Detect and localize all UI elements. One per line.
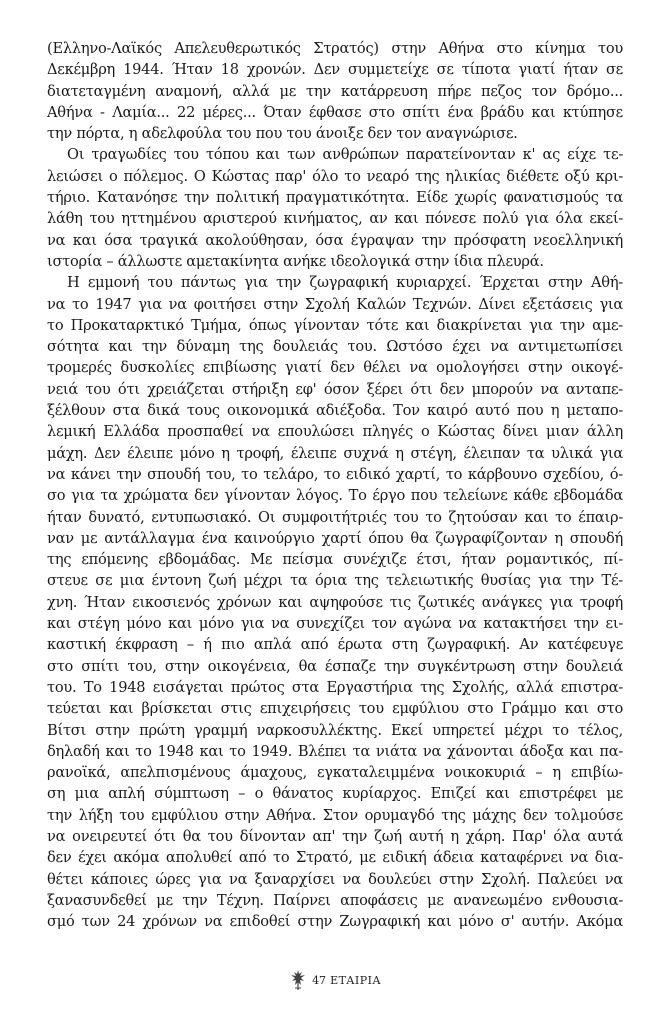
text-line: θέτει κάποιες ώρες για να ξαναρχίσει να δουλεύει στην Σχολή. Παλεύει να bbox=[47, 870, 623, 888]
text-line: Αθήνα - Λαμία... 22 μέρες... Όταν έφθασε στο σπίτι ένα βράδυ και κτύπησε bbox=[47, 103, 623, 121]
text-line: ναν με αντάλλαγμα ένα καινούργιο χαρτί όπου θα ζωγραφίζονταν η σπουδή bbox=[47, 529, 623, 547]
text-line: τήριο. Κατανόησε την πολιτική πραγματικότητα. Είδε χωρίς φανατισμούς τα bbox=[47, 189, 623, 207]
page-footer bbox=[0, 968, 669, 992]
text-line: να και όσα τραγικά ακολούθησαν, όσα έγραψαν την πρόσφατη νεοελληνική bbox=[47, 231, 623, 249]
text-line: νειά του ότι χρειάζεται στήριξη εφ' όσον ξέρει ότι δεν μπορούν να ανταπε- bbox=[47, 380, 623, 398]
text-line: το Προκαταρκτικό Τμήμα, όπως γίνονταν τότε και διακρίνεται για την αμε- bbox=[47, 316, 623, 334]
text-line: καστική έκφραση – ή πιο απλά από έρωτα στη ζωγραφική. Αν κατέφευγε bbox=[47, 636, 623, 654]
text-line: τρομερές δυσκολίες επιβίωσης γιατί δεν θέλει να ομολογήσει στην οικογέ- bbox=[47, 359, 623, 377]
text-line: την πόρτα, η αδελφούλα του που του άνοιξε δεν τον αναγνώρισε. bbox=[47, 125, 518, 143]
text-line: του. Το 1948 εισάγεται πρώτος στα Εργαστήρια της Σχολής, αλλά επιστρα- bbox=[47, 678, 623, 696]
text-line: Η εμμονή του πάντως για την ζωγραφική κυριαρχεί. Έρχεται στην Αθή- bbox=[67, 274, 623, 292]
text-line: τεύεται και βρίσκεται στις επιχειρήσεις του εμφύλιου στο Γράμμο και στο bbox=[47, 700, 623, 718]
text-line: ήταν δυνατό, εντυπωσιακό. Οι συμφοιτήτριές του το ζητούσαν και το έπαιρ- bbox=[47, 508, 623, 526]
text-line: σότητα και την δύναμη της δουλειάς του. Ωστόσο έχει να αντιμετωπίσει bbox=[47, 338, 623, 356]
text-line: Βίτσι στην πρώτη γραμμή ναρκοσυλλέκτης. Εκεί υπηρετεί μέχρι το τέλος, bbox=[47, 721, 623, 739]
publication-name: ΕΤΑΙΡΙΑ bbox=[330, 973, 381, 987]
text-line: χνη. Ήταν εικοσιενός χρόνων και αψηφούσε τις ζωτικές ανάγκες για τροφή bbox=[47, 593, 623, 611]
text-line: δηλαδή και το 1948 και το 1949. Βλέπει τα νιάτα να χάνονται άδοξα και πα- bbox=[47, 742, 623, 760]
text-line: την λήξη του εμφύλιου στην Αθήνα. Στον ορυμαγδό της μάχης δεν τολμούσε bbox=[47, 806, 623, 824]
text-line: ση μια απλή σύμπτωση – ο θάνατος κυρίαρχος. Επιζεί και επιστρέφει με bbox=[47, 785, 623, 803]
body-text bbox=[47, 38, 623, 932]
text-line: και στέγη μόνο και μόνο για να συνεχίζει τον αγώνα να κατακτήσει την ει- bbox=[47, 615, 623, 633]
text-line: ξέλθουν στα δικά τους οικονομικά αδιέξοδα. Τον καιρό αυτό που η μεταπο- bbox=[47, 402, 623, 420]
text-line: διατεταγμένη αναμονή, αλλά με την κατάρρευση πήρε πεζος τον δρόμο... bbox=[47, 82, 623, 100]
text-line: Οι τραγωδίες του τόπου και των ανθρώπων παρατείνονταν κ' ας είχε τε- bbox=[67, 146, 623, 164]
text-line: της επόμενης εβδομάδας. Με πείσμα συνέχιζε έτσι, ήταν ρομαντικός, πί- bbox=[47, 551, 623, 569]
text-line: ξανασυνδεθεί με την Τέχνη. Παίρνει αποφάσεις με ανανεωμένο ενθουσια- bbox=[47, 891, 623, 909]
text-line: λεμική Ελλάδα προσπαθεί να επουλώσει πληγές ο Κώστας δίνει μιαν άλλη bbox=[47, 423, 623, 441]
text-line: μάχη. Δεν έλειπε μόνο η τροφή, έλειπε συχνά η στέγη, έλειπαν τα υλικά για bbox=[47, 444, 623, 462]
ornament-figure-icon bbox=[288, 969, 308, 991]
text-line: σο για τα χρώματα δεν γίνονταν λόγος. Το έργο που τελείωνε κάθε εβδομάδα bbox=[47, 487, 623, 505]
text-line: σμό των 24 χρόνων να επιδοθεί στην Ζωγραφική και μόνο σ' αυτήν. Ακόμα bbox=[47, 913, 623, 931]
text-line: ιστορία – άλλωστε αμετακίνητα ανήκε ιδεολογικά στην ίδια πλευρά. bbox=[47, 252, 544, 270]
text-line: λειώσει ο πόλεμος. Ο Κώστας παρ' όλο το νεαρό της ηλικίας διέθετε οξύ κρι- bbox=[47, 167, 623, 185]
text-line: δεν έχει ακόμα απολυθεί από το Στρατό, με ειδική άδεια καταφέρνει να δια- bbox=[47, 849, 623, 867]
text-line: λάθη του ηττημένου αριστερού κινήματος, αν και πόνεσε πολύ για όλα εκεί- bbox=[47, 210, 623, 228]
text-line: στευε σε μια έντονη ζωή μέχρι τα όρια της τελειωτικής θυσίας για την Τέ- bbox=[47, 572, 623, 590]
text-line: να ονειρευτεί ότι θα του δίνονταν απ' την ζωή αυτή η χάρη. Παρ' όλα αυτά bbox=[47, 827, 623, 845]
page-number: 47 bbox=[312, 973, 327, 987]
text-line: ρανοϊκά, απελπισμένους άμαχους, εγκαταλειμμένα νοικοκυριά – η επιβίω- bbox=[47, 764, 623, 782]
text-line: να κάνει την σπουδή του, το τελάρο, το ειδικό χαρτί, το κάρβουνο σχεδίου, ό- bbox=[47, 465, 623, 483]
text-line: Δεκέμβρη 1944. Ήταν 18 χρονών. Δεν συμμετείχε σε τίποτα γιατί ήταν σε bbox=[47, 61, 623, 79]
text-line: να το 1947 για να φοιτήσει στην Σχολή Καλών Τεχνών. Δίνει εξετάσεις για bbox=[47, 295, 623, 313]
text-line: στο σπίτι του, στην οικογένεια, θα έσπαζε την συγκέντρωση στην δουλειά bbox=[47, 657, 623, 675]
text-line: (Ελληνο-Λαϊκός Απελευθερωτικός Στρατός) στην Αθήνα στο κίνημα του bbox=[47, 40, 623, 57]
